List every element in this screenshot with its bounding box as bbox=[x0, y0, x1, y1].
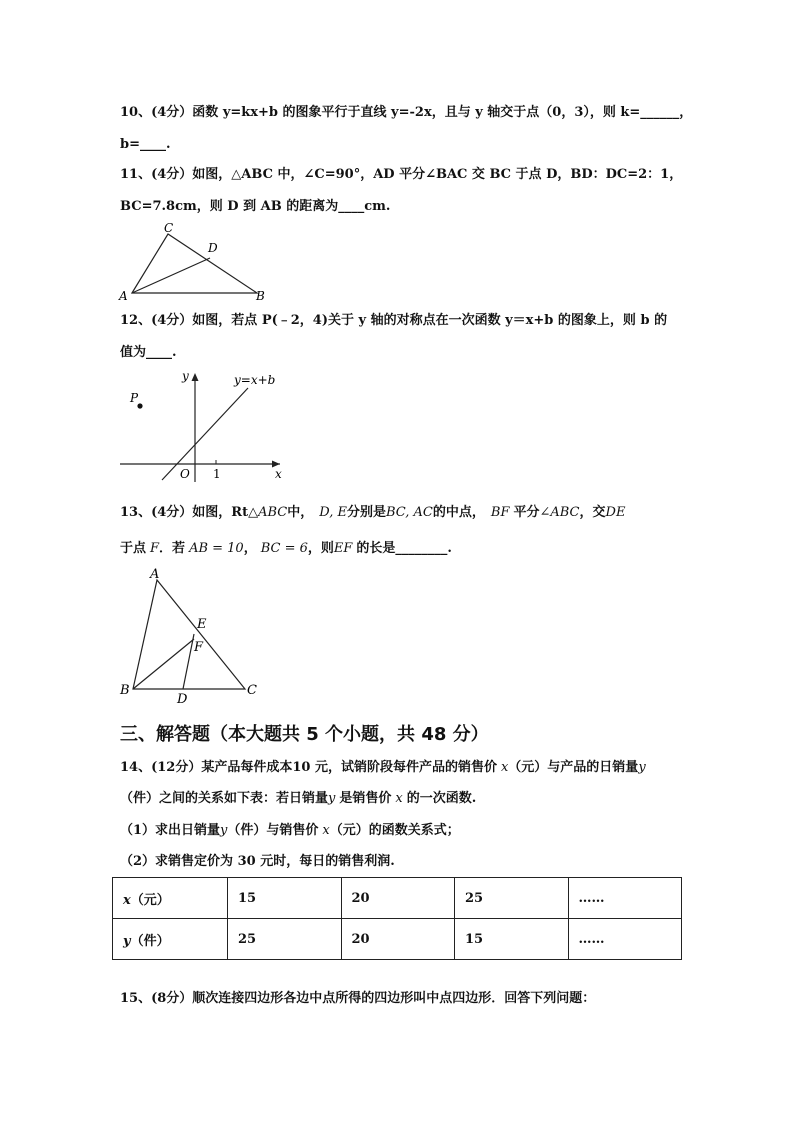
table-cell: 20 bbox=[341, 919, 455, 960]
row-header-x-unit: （元） bbox=[130, 892, 170, 908]
q13-text-2c: ．若 bbox=[159, 541, 186, 556]
q13-math-de-2: DE bbox=[605, 505, 626, 520]
y-axis-arrow bbox=[192, 373, 199, 381]
q13-text-2g: ，则 bbox=[307, 541, 334, 556]
q11-triangle-figure bbox=[115, 222, 275, 306]
point-p bbox=[137, 403, 142, 408]
q13-label-b: B bbox=[120, 683, 130, 698]
q13-text-2a: 于点 bbox=[120, 541, 147, 556]
q14-text-2a: （件）之间的关系如下表：若日销量 bbox=[120, 791, 329, 806]
price-sales-table bbox=[112, 877, 682, 960]
q13-math-ab-10: AB = 10 bbox=[189, 541, 244, 556]
table-cell: 15 bbox=[228, 878, 342, 919]
q13-label-c: C bbox=[247, 683, 257, 698]
q14-part1-text-a: （1）求出日销量 bbox=[120, 823, 221, 838]
q13-math-abc: ABC bbox=[258, 505, 288, 520]
table-cell: 25 bbox=[228, 919, 342, 960]
row-header-y-var: y bbox=[123, 933, 131, 949]
table-cell: 15 bbox=[455, 919, 569, 960]
q13-label-e: E bbox=[197, 617, 207, 632]
q13-text-i: 平分 bbox=[513, 505, 540, 520]
row-header-x bbox=[113, 878, 228, 919]
q14-text-1b: （元）与产品的日销量 bbox=[508, 760, 639, 775]
q12-label-line: y=x+b bbox=[234, 373, 276, 387]
q13-label-f: F bbox=[194, 640, 204, 655]
table-cell: 20 bbox=[341, 878, 455, 919]
row-header-x-var: x bbox=[123, 892, 131, 908]
q13-math-ef: EF bbox=[333, 541, 353, 556]
q11-line1: 11、(4分）如图，△ABC 中，∠C=90°，AD 平分∠BAC 交 BC 于点 D，BD：DC=2：1， bbox=[120, 167, 683, 182]
q12-label-x: x bbox=[275, 467, 282, 481]
line-y-eq-x-plus-b bbox=[162, 388, 248, 480]
table-cell: …… bbox=[568, 878, 682, 919]
q12-label-p: P bbox=[130, 391, 139, 405]
q12-line2: 值为____. bbox=[120, 345, 177, 360]
q12-line1: 12、(4分）如图，若点 P(﹣2，4)关于 y 轴的对称点在一次函数 y＝x+b 的图象上，则 b 的 bbox=[120, 313, 668, 328]
q13-text-2i: 的长是________. bbox=[356, 541, 452, 556]
q13-text-k: ，交 bbox=[579, 505, 606, 520]
q12-label-tick: 1 bbox=[213, 467, 221, 481]
q12-label-o: O bbox=[180, 467, 190, 481]
q11-label-c: C bbox=[164, 221, 174, 235]
q12-label-y: y bbox=[182, 369, 189, 383]
q13-math-de: D, E bbox=[319, 505, 347, 520]
q13-triangle-figure bbox=[115, 566, 265, 706]
q12-coordinate-figure bbox=[118, 370, 293, 485]
q13-math-bc-6: BC = 6 bbox=[260, 541, 308, 556]
q13-math-bc-ac: BC, AC bbox=[385, 505, 433, 520]
q14-part2: （2）求销售定价为 30 元时，每日的销售利润. bbox=[120, 854, 395, 869]
q13-label-a: A bbox=[150, 567, 160, 582]
q14-part1-var-x: x bbox=[322, 823, 330, 838]
q13-text-g: 的中点， bbox=[432, 505, 485, 520]
q14-text-2c: 的一次函数. bbox=[406, 791, 477, 806]
q14-var-y-2: y bbox=[328, 791, 336, 806]
q13-math-angle-abc: ∠ABC bbox=[539, 505, 580, 520]
q14-line1 bbox=[120, 759, 646, 777]
q14-part1-text-b: （件）与销售价 bbox=[227, 823, 319, 838]
q13-math-f: F bbox=[150, 541, 160, 556]
q14-line2 bbox=[120, 790, 476, 808]
q13-text-c: 中， bbox=[287, 505, 314, 520]
q13-text-e: 分别是 bbox=[346, 505, 386, 520]
q11-label-d: D bbox=[208, 241, 218, 255]
q14-var-y: y bbox=[638, 760, 646, 775]
q15-line1: 15、(8分）顺次连接四边形各边中点所得的四边形叫中点四边形．回答下列问题： bbox=[120, 991, 596, 1006]
q14-part1-var-y: y bbox=[220, 823, 228, 838]
segment-ad bbox=[132, 258, 210, 293]
q11-line2: BC=7.8cm，则 D 到 AB 的距离为____cm. bbox=[120, 199, 391, 214]
table-row bbox=[113, 878, 682, 919]
q13-math-bf: BF bbox=[490, 505, 510, 520]
q14-text-1a: 14、(12分）某产品每件成本10 元，试销阶段每件产品的销售价 bbox=[120, 760, 497, 775]
q11-label-a: A bbox=[119, 289, 128, 303]
q14-var-x: x bbox=[500, 760, 509, 775]
q13-label-d: D bbox=[177, 692, 188, 707]
q13-line2 bbox=[120, 540, 452, 558]
q14-text-2b: 是销售价 bbox=[339, 791, 392, 806]
triangle-abc bbox=[133, 580, 245, 689]
q10-line1: 10、(4分）函数 y=kx+b 的图象平行于直线 y=-2x，且与 y 轴交于点（0，3），则 k=______， bbox=[120, 105, 693, 120]
q13-line1 bbox=[120, 504, 625, 522]
q10-line2: b=____. bbox=[120, 137, 171, 152]
table-cell: …… bbox=[568, 919, 682, 960]
q14-part1 bbox=[120, 822, 460, 840]
row-header-y bbox=[113, 919, 228, 960]
section-3-heading: 三、解答题（本大题共 5 个小题，共 48 分） bbox=[120, 724, 489, 745]
q14-var-x-2: x bbox=[395, 791, 403, 806]
q13-text-a: 13、(4分）如图，Rt△ bbox=[120, 505, 259, 520]
q13-text-2e: ， bbox=[243, 541, 257, 556]
q11-label-b: B bbox=[256, 289, 265, 303]
table-cell: 25 bbox=[455, 878, 569, 919]
table-row bbox=[113, 919, 682, 960]
segment-de bbox=[183, 634, 194, 689]
row-header-y-unit: （件） bbox=[130, 933, 170, 949]
q14-part1-text-c: （元）的函数关系式； bbox=[329, 823, 460, 838]
